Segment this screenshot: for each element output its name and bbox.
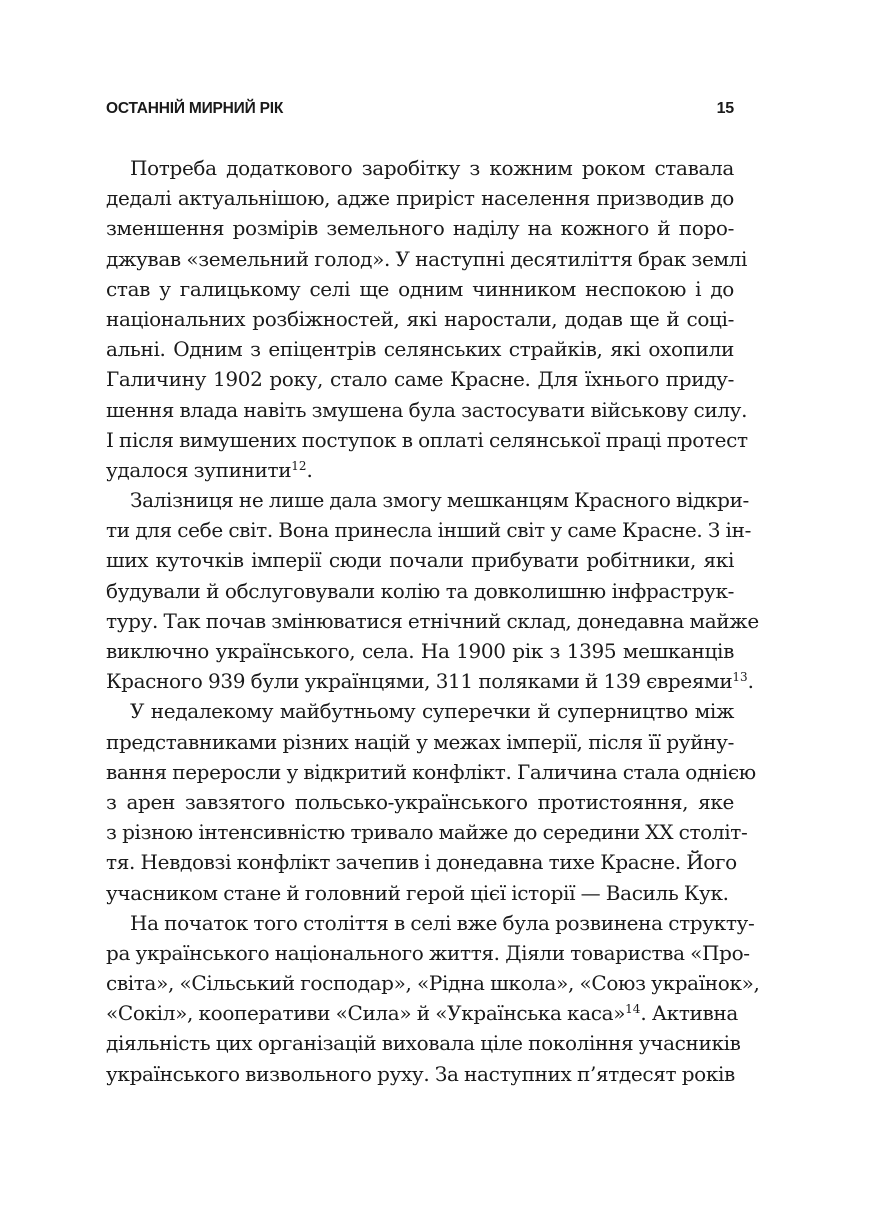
text-line bbox=[106, 666, 754, 696]
text-line bbox=[106, 364, 734, 394]
sentence-period: . bbox=[306, 457, 313, 482]
text-line bbox=[106, 455, 734, 485]
line-text: У недалекому майбутньому суперечки й суперництво між bbox=[130, 699, 734, 724]
line-text: виключно українського, села. На 1900 рік з 1395 мешканців bbox=[106, 639, 734, 663]
text-line bbox=[106, 847, 737, 877]
line-text: з різною інтенсивністю тривало майже до середини ХХ століт- bbox=[106, 820, 748, 845]
text-line bbox=[106, 485, 749, 515]
line-text: туру. Так почав змінюватися етнічний склад, донедавна майже bbox=[106, 608, 759, 633]
line-text: ших куточків імперії сюди почали прибувати робітники, які bbox=[106, 548, 734, 573]
text-line bbox=[106, 515, 751, 545]
text-line bbox=[106, 727, 734, 757]
text-line bbox=[106, 1059, 734, 1089]
sentence-period: . bbox=[747, 669, 754, 694]
line-text: з арен завзятого польсько-українського протистояння, яке bbox=[106, 789, 734, 814]
line-text: шення влада навіть змушена була застосувати військову силу. bbox=[106, 397, 748, 422]
text-line bbox=[106, 787, 734, 817]
text-line bbox=[106, 183, 734, 213]
text-line bbox=[106, 938, 750, 968]
page-number: 15 bbox=[716, 100, 734, 117]
paragraph bbox=[106, 153, 748, 485]
text-line bbox=[106, 244, 748, 274]
text-line bbox=[106, 817, 748, 847]
text-line bbox=[106, 998, 738, 1028]
line-text: альні. Одним з епіцентрів селянських страйків, які охопили bbox=[106, 337, 734, 362]
text-line bbox=[106, 334, 734, 364]
text-line bbox=[106, 576, 734, 606]
footnote-marker[interactable]: 12 bbox=[291, 458, 307, 473]
line-text: дедалі актуальнішою, адже приріст населення призводив до bbox=[106, 186, 734, 211]
text-line bbox=[106, 606, 759, 636]
text-line bbox=[106, 1028, 741, 1058]
text-line bbox=[106, 968, 760, 998]
paragraph bbox=[106, 485, 759, 696]
line-text: діяльність цих організацій виховала ціле покоління учасників bbox=[106, 1031, 741, 1056]
text-line bbox=[106, 153, 734, 183]
text-line bbox=[106, 304, 734, 334]
text-line bbox=[106, 636, 734, 666]
line-text: удалося зупинити bbox=[106, 457, 292, 482]
line-text: національних розбіжностей, які наростали, додав ще й соці- bbox=[106, 306, 734, 331]
text-line bbox=[106, 908, 755, 938]
text-line bbox=[106, 425, 748, 455]
line-text: тя. Невдовзі конфлікт зачепив і донедавна тихе Красне. Його bbox=[106, 850, 737, 875]
line-text-after-footnote: . Активна bbox=[640, 1001, 738, 1026]
line-text: Потреба додаткового заробітку з кожним роком ставала bbox=[130, 156, 734, 180]
line-text: зменшення розмірів земельного наділу на кожного й поро- bbox=[106, 216, 734, 241]
line-text: Красного 939 були українцями, 311 поляками й 139 євреями bbox=[106, 669, 733, 694]
text-line bbox=[106, 757, 756, 787]
line-text: Залізниця не лише дала змогу мешканцям Красного відкри- bbox=[130, 488, 749, 513]
line-text: На початок того століття в селі вже була розвинена структу- bbox=[130, 910, 755, 935]
text-line bbox=[106, 395, 748, 425]
paragraph bbox=[106, 696, 756, 907]
text-line bbox=[106, 545, 734, 575]
text-line bbox=[106, 696, 734, 726]
line-text: ра українського національного життя. Діяли товариства «Про- bbox=[106, 940, 750, 965]
line-text: Галичину 1902 року, стало саме Красне. Для їхнього приду- bbox=[106, 367, 734, 392]
text-line bbox=[106, 274, 734, 304]
footnote-marker[interactable]: 14 bbox=[625, 1002, 641, 1017]
text-line bbox=[106, 878, 734, 908]
text-line bbox=[106, 213, 734, 243]
line-text: джував «земельний голод». У наступні десятиліття брак землі bbox=[106, 246, 748, 271]
line-text: став у галицькому селі ще одним чинником неспокою і до bbox=[106, 276, 734, 301]
line-text: будували й обслуговували колію та довколишню інфраструк- bbox=[106, 578, 734, 603]
paragraph bbox=[106, 908, 760, 1089]
line-text: українського визвольного руху. За наступних п’ятдесят років bbox=[106, 1061, 735, 1086]
line-text: ти для себе світ. Вона принесла інший світ у саме Красне. З ін- bbox=[106, 518, 751, 543]
line-text: світа», «Сільський господар», «Рідна школа», «Союз українок», bbox=[106, 971, 760, 996]
footnote-marker[interactable]: 13 bbox=[732, 670, 748, 685]
line-text: представниками різних націй у межах імперії, після її руйну- bbox=[106, 729, 734, 754]
body-text bbox=[106, 153, 760, 1089]
line-text: «Сокіл», кооперативи «Сила» й «Українська каса» bbox=[106, 1001, 626, 1026]
line-text: вання переросли у відкритий конфлікт. Галичина стала однією bbox=[106, 759, 756, 784]
line-text: учасником стане й головний герой цієї історії — Василь Кук. bbox=[106, 880, 729, 905]
running-header bbox=[106, 100, 734, 124]
line-text: І після вимушених поступок в оплаті селянської праці протест bbox=[106, 427, 748, 452]
running-title: ОСТАННІЙ МИРНИЙ РІК bbox=[106, 100, 284, 117]
